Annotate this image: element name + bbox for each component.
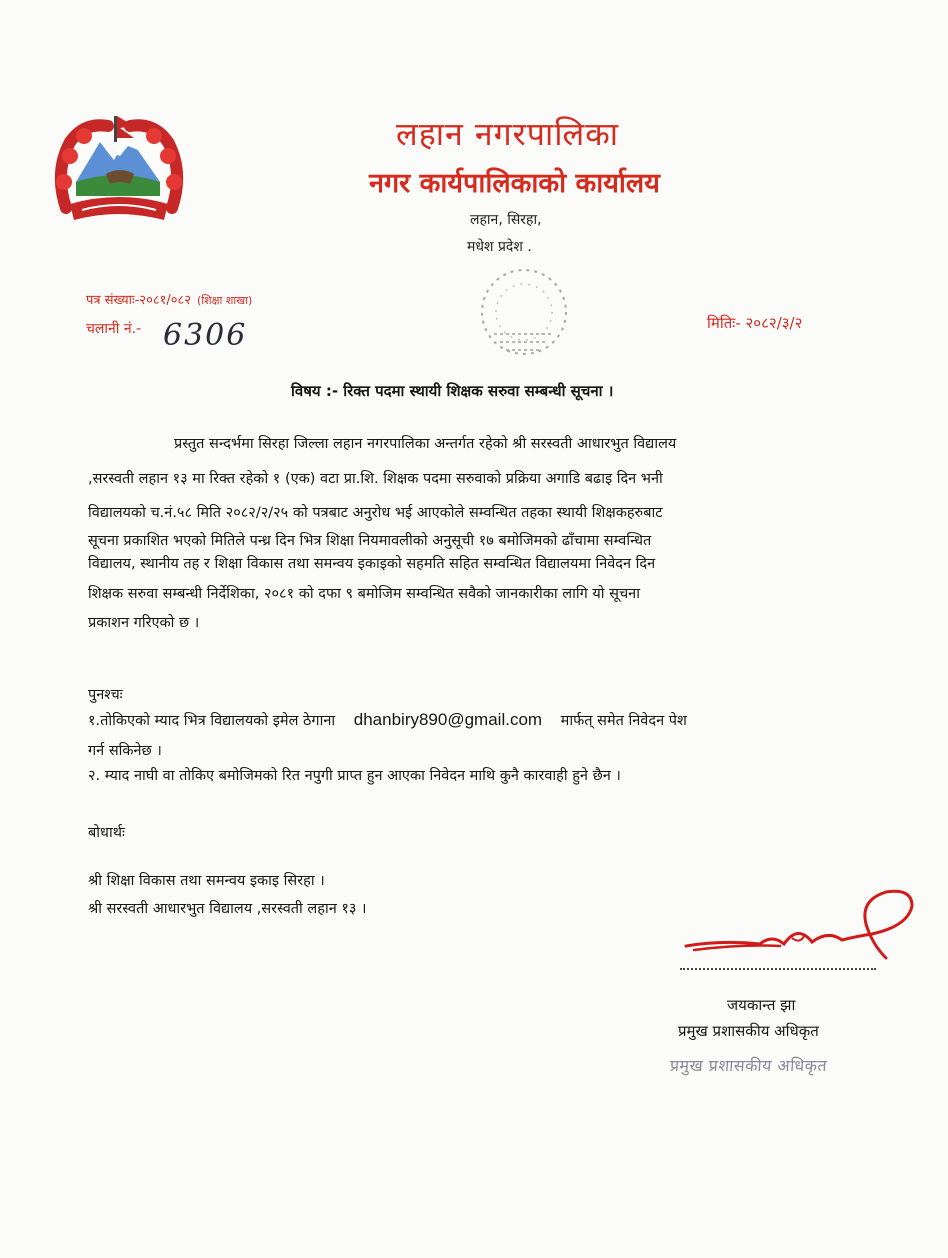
body-line-7: प्रकाशन गरिएको छ । [88,615,200,631]
letter-date: मितिः- २०८२/३/२ [707,314,803,332]
nepal-emblem-icon [48,112,190,230]
signature-line [680,968,876,970]
designation-stamp: प्रमुख प्रशासकीय अधिकृत [669,1056,828,1075]
signatory-name: जयकान्त झा [727,996,796,1014]
cc-item-1: श्री शिक्षा विकास तथा समन्वय इकाइ सिरहा । [88,873,325,889]
body-line-1: प्रस्तुत सन्दर्भमा सिरहा जिल्ला लहान नगरपालिका अन्तर्गत रहेको श्री सरस्वती आधारभुत विद्यालय [174,436,677,452]
dispatch-label: चलानी नं.- [86,321,142,337]
postscript-item-2: २. म्याद नाघी वा तोकिए बमोजिमको रित नपुगी प्राप्त हुन आएका निवेदन माथि कुनै कारवाही हुने छैन । [88,768,621,784]
subject-line: विषय :- रिक्त पदमा स्थायी शिक्षक सरुवा सम्बन्धी सूचना । [291,382,614,400]
dispatch-number: 6306 [163,318,248,353]
office-seal-icon [470,262,580,366]
postscript-item-1-cont: गर्न सकिनेछ । [88,743,162,759]
office-name: नगर कार्यपालिकाको कार्यालय [369,168,660,199]
postscript-item-1: १.तोकिएको म्याद भित्र विद्यालयको इमेल ठेगाना dhanbiry890@gmail.com मार्फत् समेत निवेदन पेश [88,710,687,729]
body-line-3: विद्यालयको च.नं.५८ मिति २०८२/२/२५ को पत्रबाट अनुरोध भई आएकोले सम्वन्धित तहका स्थायी शिक्षकहरुबाट [88,505,663,521]
postscript-label: पुनश्चः [88,687,123,703]
body-line-2: ,सरस्वती लहान १३ मा रिक्त रहेको १ (एक) वटा प्रा.शि. शिक्षक पदमा सरुवाको प्रक्रिया अगाडि बढाइ दिन भनी [88,471,663,487]
cc-label: बोधार्थः [88,825,125,841]
address-line-1: लहान, सिरहा, [470,212,542,228]
school-email: dhanbiry890@gmail.com [353,710,543,729]
address-line-2: मधेश प्रदेश . [467,239,532,255]
reference-section: (शिक्षा शाखा) [197,294,253,307]
municipality-name: लहान नगरपालिका [396,115,620,153]
signature-icon [672,884,922,964]
body-line-5: विद्यालय, स्थानीय तह र शिक्षा विकास तथा समन्वय इकाइको सहमति सहित सम्वन्धित विद्यालयमा निवेदन दिन [88,556,656,572]
body-line-4: सूचना प्रकाशित भएको मितिले पन्ध्र दिन भित्र शिक्षा नियमावलीको अनुसूची १७ बमोजिमको ढाँचामा सम्वन्धित [88,533,652,549]
reference-number: पत्र संख्याः-२०८१/०८२ (शिक्षा शाखा) [86,293,253,308]
signatory-title: प्रमुख प्रशासकीय अधिकृत [678,1022,819,1040]
cc-item-2: श्री सरस्वती आधारभुत विद्यालय ,सरस्वती लहान १३ । [88,901,367,917]
body-line-6: शिक्षक सरुवा सम्बन्धी निर्देशिका, २०८१ को दफा ९ बमोजिम सम्वन्धित सवैको जानकारीका लागि यो सूचना [88,586,640,602]
